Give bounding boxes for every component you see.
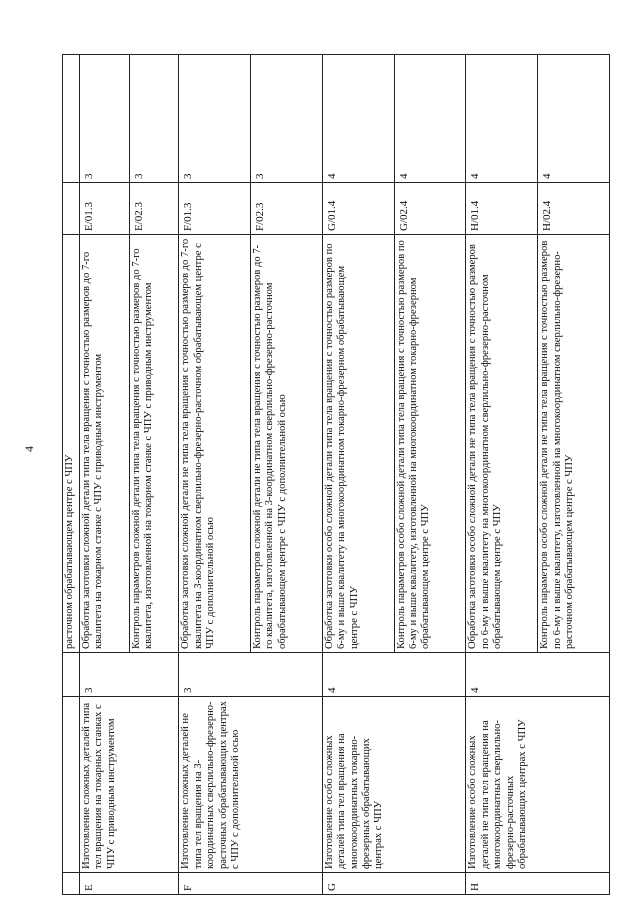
function-code: G/02.4 — [394, 183, 466, 235]
page-number: 4 — [22, 446, 36, 452]
function-code: E/02.3 — [129, 183, 179, 235]
gtf-name: Изготовление сложных деталей не типа тел вращения на 3-координатных сверлильно-фрезерно-расточных обрабатывающих центрах с ЧПУ с дополнительной осью — [179, 697, 323, 873]
gtf-name: Изготовление особо сложных деталей не типа тел вращения на многокоординатных сверлильно-фрезерно-расточных обрабатывающих центрах с ЧПУ — [466, 697, 610, 873]
function-text: Обработка заготовки сложной детали не типа тела вращения с точностью размеров до 7-го квалитета на 3-координатном сверлильно-фрезерно-расточном обрабатывающем центре с ЧПУ с дополнительной осью — [179, 235, 251, 653]
table-row — [322, 55, 394, 895]
gtf-level: 3 — [80, 653, 179, 697]
gtf-level: 4 — [322, 653, 466, 697]
function-code: H/01.4 — [466, 183, 538, 235]
function-text: Обработка заготовки сложной детали типа тела вращения с точностью размеров до 7-го квалитета на токарном станке с ЧПУ с приводным инструментом — [80, 235, 130, 653]
gtf-name: Изготовление особо сложных деталей типа тел вращения на многокоординатных токарно-фрезерных обрабатывающих центрах с ЧПУ — [322, 697, 466, 873]
function-code: F/01.3 — [179, 183, 251, 235]
function-level: 3 — [179, 55, 251, 183]
function-text: Обработка заготовки особо сложной детали не типа тела вращения с точностью размеров по 6-му и выше квалитету на многокоординатном сверлильно-фрезерно-расточном обрабатывающем центре с ЧПУ — [466, 235, 538, 653]
function-text: Контроль параметров особо сложной детали типа тела вращения с точностью размеров по 6-му и выше квалитету, изготовленной на многокоординатном токарно-фрезерном обрабатывающем центре с ЧПУ — [394, 235, 466, 653]
function-code: E/01.3 — [80, 183, 130, 235]
function-level: 4 — [538, 55, 610, 183]
function-text: Контроль параметров сложной детали типа тела вращения с точностью размеров до 7-го квалитета, изготовленной на токарном станке с ЧПУ с приводным инструментом — [129, 235, 179, 653]
continuation-text: расточном обрабатывающем центре с ЧПУ — [63, 235, 80, 653]
table-row — [466, 55, 538, 895]
gtf-name: Изготовление сложных деталей типа тел вращения на токарных станках с ЧПУ с приводным инструментом — [80, 697, 179, 873]
table-row — [179, 55, 251, 895]
gtf-level: 4 — [466, 653, 610, 697]
function-level: 3 — [251, 55, 323, 183]
table-row — [80, 55, 130, 895]
function-text: Контроль параметров сложной детали не типа тела вращения с точностью размеров до 7-го квалитета, изготовленной на 3-координатном сверлильно-фрезерно-расточном обрабатывающем центре с ЧПУ с дополнительной осью — [251, 235, 323, 653]
function-level: 4 — [322, 55, 394, 183]
function-text: Обработка заготовки особо сложной детали типа тела вращения с точностью размеров по 6-му и выше квалитету на многокоординатном токарно-фрезерном обрабатывающем центре с ЧПУ — [322, 235, 394, 653]
functions-table-sheet — [62, 55, 610, 895]
gtf-level: 3 — [179, 653, 323, 697]
function-code: G/01.4 — [322, 183, 394, 235]
function-level: 3 — [129, 55, 179, 183]
gtf-code: E — [80, 873, 179, 895]
function-level: 3 — [80, 55, 130, 183]
gtf-code: F — [179, 873, 323, 895]
function-level: 4 — [394, 55, 466, 183]
continuation-row — [63, 55, 80, 895]
gtf-code: H — [466, 873, 610, 895]
function-text: Контроль параметров особо сложной детали не типа тела вращения с точностью размеров по 6-му и выше квалитету, изготовленной на многокоординатном сверлильно-фрезерно-расточном обрабатывающем центре с ЧПУ — [538, 235, 610, 653]
gtf-code: G — [322, 873, 466, 895]
functions-table — [62, 54, 610, 895]
function-code: F/02.3 — [251, 183, 323, 235]
function-level: 4 — [466, 55, 538, 183]
function-code: H/02.4 — [538, 183, 610, 235]
